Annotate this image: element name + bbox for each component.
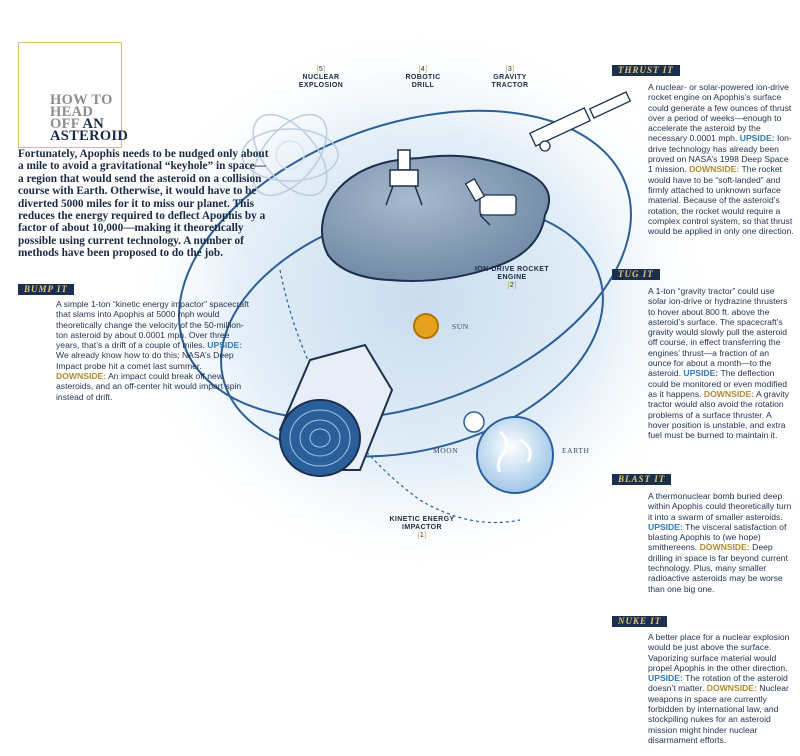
label-ion-drive: ION-DRIVE ROCKET ENGINE [2] (474, 266, 550, 289)
thrust-it-text: A nuclear- or solar-powered ion-drive rocket engine on Apophis’s surface could generate a few ounces of thrust over a period of weeks—enough to accelerate the asteroid by the necessary 0.0001 mph. UPSIDE: Ion-drive technology has already been proved on NASA’s 1998 Deep Space 1 mission. DOWNSIDE: The rocket would have to be “soft-landed” and firmly attached to unknown surface material. Because of the asteroid’s rotation, the rocket would require a complex control system, so that thrust would be applied in only one direction. (648, 82, 794, 237)
sun (414, 314, 438, 338)
label-moon: MOON (433, 446, 459, 455)
tug-it-text: A 1-ton “gravity tractor” could use solar ion-drive or hydrazine thrusters to hover about 800 ft. above the asteroid’s surface. The spacecraft’s gravity would slowly pull the asteroid off course, in effect transferring the engines’ thrust—a fraction of an ounce for about a month—to the asteroid. UPSIDE: The deflection could be monitored or even modified as it happens. DOWNSIDE: A gravity tractor would also avoid the rotation problems of a surface thruster. A hover position is unstable, and extra fuel must be burned to maintain it. (648, 286, 789, 441)
label-kinetic-impactor: KINETIC ENERGY IMPACTOR [1] (389, 516, 455, 539)
bump-it-text: A simple 1-ton “kinetic energy impactor” spacecraft that slams into Apophis at 5000 mph would theoretically change the velocity of the 50-million-ton asteroid by about 0.0001 mph. Over three years, that’s a drift of a couple of miles. UPSIDE: We already know how to do this; NASA’s Deep Impact probe hit a comet last summer. DOWNSIDE: An impact could break off new asteroids, and an off-center hit would impart spin instead of drift. (56, 299, 249, 402)
label-sun: SUN (452, 322, 469, 331)
thrust-it-tag: THRUST IT (612, 65, 680, 76)
moon (464, 412, 484, 432)
nuke-it-tag: NUKE IT (612, 616, 667, 627)
page-title: HOW TO HEAD OFF AN ASTEROID (50, 92, 129, 144)
bump-it-tag: BUMP IT (18, 284, 74, 295)
label-earth: EARTH (562, 446, 590, 455)
blast-it-tag: BLAST IT (612, 474, 671, 485)
nuke-it-text: A better place for a nuclear explosion would be just above the surface. Vaporizing surface material would propel Apophis in the other direction. UPSIDE: The rotation of the asteroid doesn’t matter. DOWNSIDE: Nuclear weapons in space are currently forbidden by international law, and stockpiling nukes for an asteroid mission might hinder nuclear disarmament efforts. (648, 632, 790, 745)
label-nuclear-explosion: [5] NUCLEAR EXPLOSION (298, 66, 344, 89)
label-robotic-drill: [4] ROBOTIC DRILL (405, 66, 441, 89)
tug-it-tag: TUG IT (612, 269, 660, 280)
blast-it-text: A thermonuclear bomb buried deep within Apophis could theoretically turn it into a swarm of smaller asteroids. UPSIDE: The visceral satisfaction of blasting Apophis to (we hope) smithereens. DOWNSIDE: Deep drilling in space is far beyond current technology. Plus, many smaller radioactive asteroids may be worse than one big one. (648, 491, 792, 594)
earth (477, 417, 553, 493)
label-gravity-tractor: [3] GRAVITY TRACTOR (491, 66, 529, 89)
intro-paragraph: Fortunately, Apophis needs to be nudged only about a mile to avoid a gravitational “keyhole” in space—a region that would send the asteroid on a collision course with Earth. Otherwise, it would have to be diverted 5000 miles for it to miss our planet. This reduces the energy required to deflect Apophis by a factor of about 10,000—making it theoretically possible using current technology. A number of methods have been proposed to do the job. (18, 148, 269, 260)
